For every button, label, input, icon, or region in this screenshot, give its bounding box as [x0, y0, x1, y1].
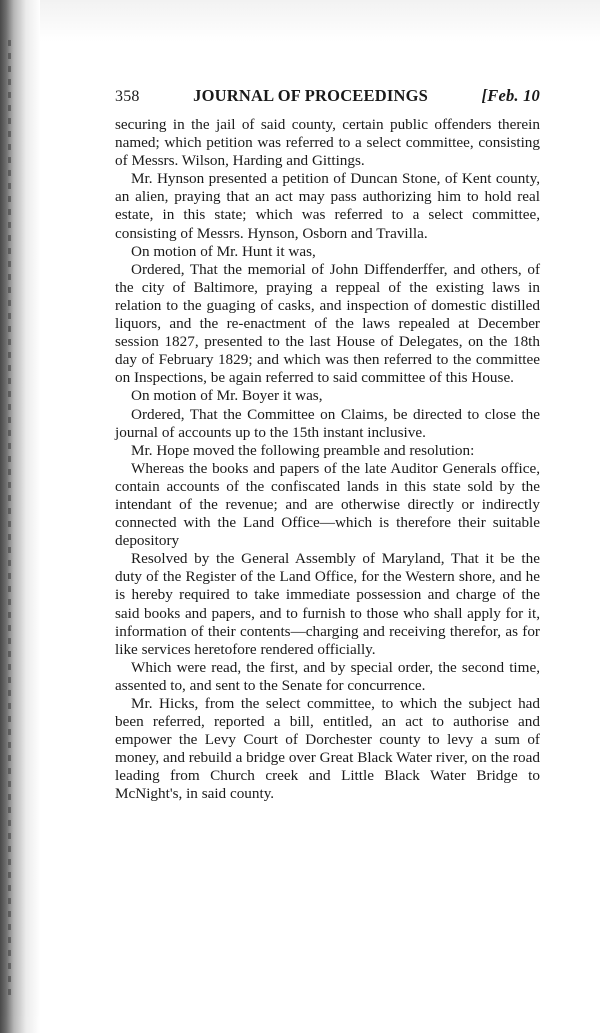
paragraph-hynson-petition: Mr. Hynson presented a petition of Duncan Stone, of Kent county, an alien, praying that an act may pass authorizing him to hold real estate, in this state; which was referred to a select committee, consisting of Messrs. Hynson, Osborn and Travilla. [115, 170, 540, 242]
scan-binding-edge [0, 0, 40, 1033]
page-number: 358 [115, 88, 140, 105]
paragraph-continuation: securing in the jail of said county, certain public offenders therein named; which petition was referred to a select committee, consisting of Messrs. Wilson, Harding and Gittings. [115, 116, 540, 170]
paragraph-read-assented: Which were read, the first, and by special order, the second time, assented to, and sent to the Senate for concurrence. [115, 658, 540, 694]
paragraph-order-diffenderffer: Ordered, That the memorial of John Diffenderffer, and others, of the city of Baltimore, praying a reppeal of the existing laws in relation to the guaging of casks, and inspection of domestic distilled liquors, and the re-enactment of the laws repealed at December session 1827, presented to the last House of Delegates, on the 18th day of February 1829; and which was then referred to the committee on Inspections, be again referred to said committee of this House. [115, 260, 540, 387]
journal-text [115, 116, 540, 804]
scan-top-edge [40, 0, 600, 42]
paragraph-hope-motion: Mr. Hope moved the following preamble and resolution: [131, 441, 475, 459]
running-header [115, 86, 540, 116]
paragraph-resolved: Resolved by the General Assembly of Maryland, That it be the duty of the Register of the Land Office, for the Western shore, and he is hereby required to take immediate possession and charge of the said books and papers, and to furnish to those who shall apply for it, information of their contents—charging and receiving therefor, as for like services heretofore rendered officially. [115, 550, 540, 658]
date-reference: [Feb. 10 [481, 86, 540, 105]
paragraph-order-claims: Ordered, That the Committee on Claims, be directed to close the journal of accounts up to the 15th instant inclusive. [115, 405, 540, 441]
paragraph-whereas: Whereas the books and papers of the late Auditor Generals office, contain accounts of the confiscated lands in this state sold by the intendant of the revenue; and are otherwise directly or indirectly connected with the Land Office—which is therefore their suitable depository [115, 459, 540, 550]
paragraph-motion-boyer: On motion of Mr. Boyer it was, [131, 387, 323, 405]
paragraph-hicks-report: Mr. Hicks, from the select committee, to which the subject had been referred, reported a bill, entitled, an act to authorise and empower the Levy Court of Dorchester county to levy a sum of money, and rebuild a bridge over Great Black Water river, on the road leading from Church creek and Little Black Water Bridge to McNight's, in said county. [115, 695, 540, 803]
paragraph-motion-hunt: On motion of Mr. Hunt it was, [131, 242, 316, 260]
journal-page [115, 86, 540, 804]
running-title: JOURNAL OF PROCEEDINGS [193, 86, 428, 105]
